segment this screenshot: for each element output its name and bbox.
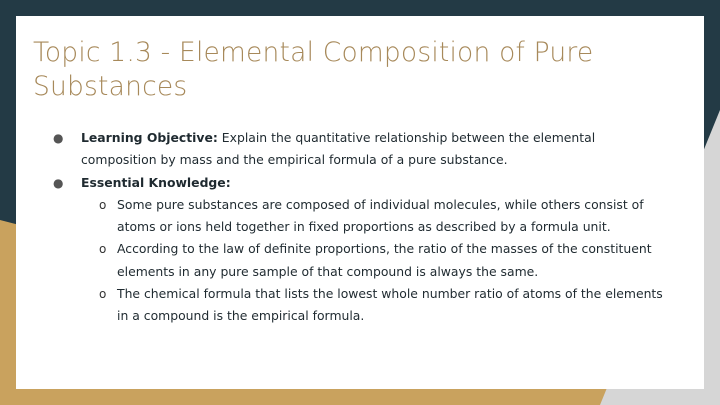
sub-bullet-icon: o (99, 242, 107, 257)
sub-list-item (32, 238, 672, 283)
learning-objective-text: Explain the quantitative relationship between the elemental composition by mass and the empirical formula of a pure substance. (81, 130, 596, 168)
list-item-learning-objective (32, 127, 672, 172)
bullet-icon: ● (53, 175, 64, 190)
slide-title: Topic 1.3 - Elemental Composition of Pure Substances (33, 37, 594, 102)
slide-body (32, 127, 672, 328)
sub-bullet-icon: o (99, 197, 107, 212)
bullet-icon: ● (53, 131, 64, 145)
sub-item-text: The chemical formula that lists the lowest whole number ratio of atoms of the elements in a compound is the empirical formula. (117, 286, 663, 324)
slide-card (16, 16, 704, 389)
sub-item-text: According to the law of definite proportions, the ratio of the masses of the constituent elements in any pure sample of that compound is always the same. (117, 241, 652, 279)
sub-list-item (32, 283, 672, 328)
sub-list-item (32, 194, 672, 239)
sub-item-text: Some pure substances are composed of individual molecules, while others consist of atoms or ions held together in fixed proportions as described by a formula unit. (117, 196, 644, 235)
sub-bullet-icon: o (99, 287, 107, 302)
list-item-essential-knowledge (32, 172, 672, 194)
learning-objective-label: Learning Objective: (81, 130, 218, 145)
essential-knowledge-label: Essential Knowledge: (81, 174, 231, 190)
